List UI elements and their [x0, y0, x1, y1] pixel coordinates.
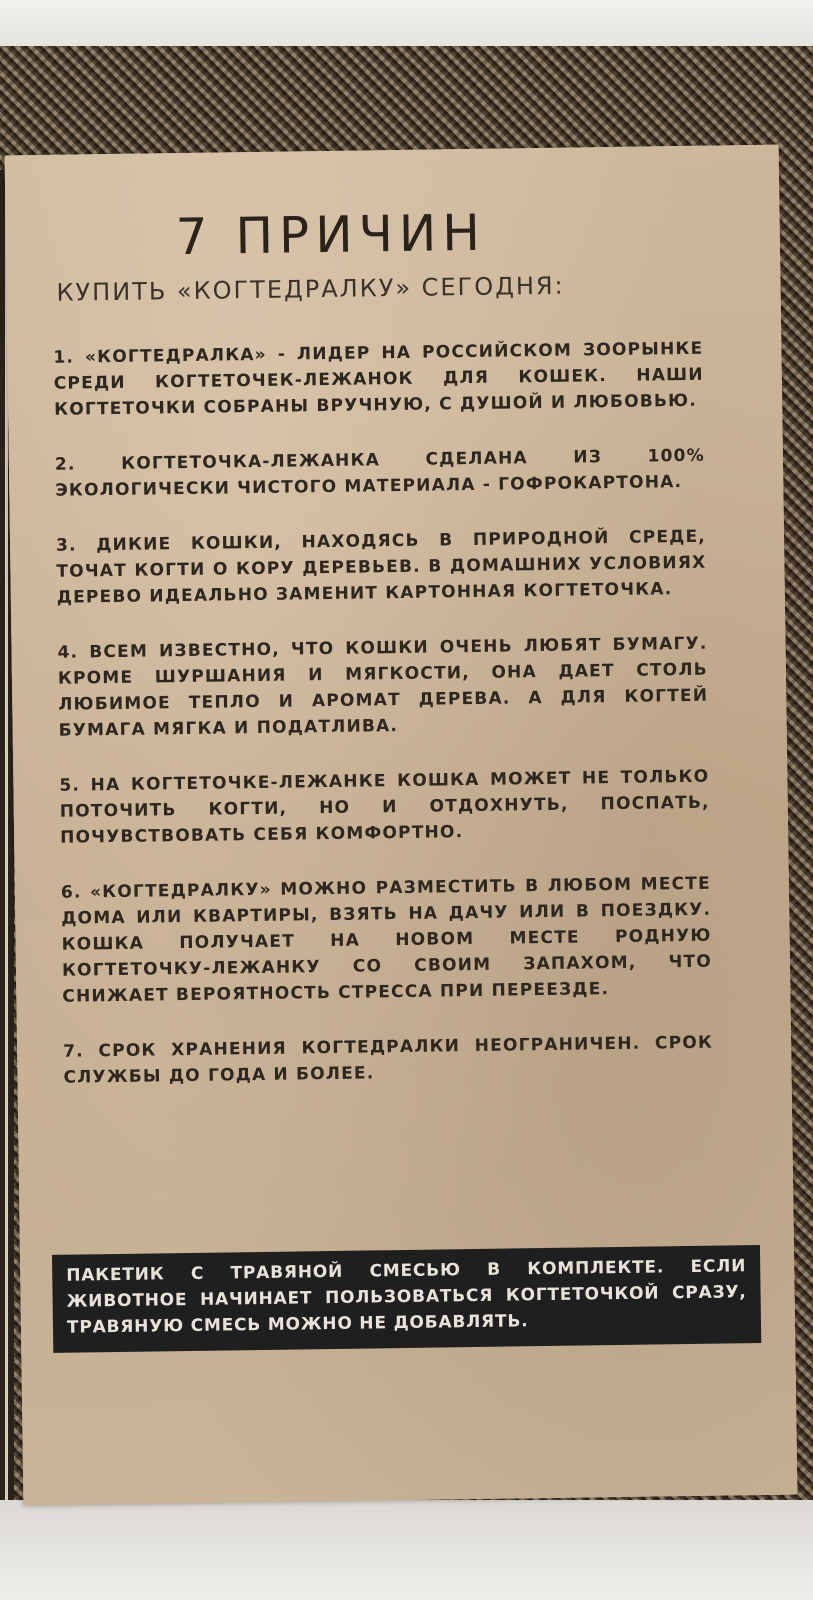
reason-item-7: 7. СРОК ХРАНЕНИЯ КОГТЕДРАЛКИ НЕОГРАНИЧЕН. СРОК СЛУЖБЫ ДО ГОДА И БОЛЕЕ. — [62, 1032, 714, 1088]
label-subtitle: КУПИТЬ «КОГТЕДРАЛКУ» СЕГОДНЯ: — [56, 271, 565, 307]
reason-item-2: 2. КОГТЕТОЧКА-ЛЕЖАНКА СДЕЛАНА ИЗ 100% ЭКОЛОГИЧЕСКИ ЧИСТОГО МАТЕРИАЛА - ГОФРОКАРТОНА. — [54, 445, 706, 501]
reason-item-5: 5. НА КОГТЕТОЧКЕ-ЛЕЖАНКЕ КОШКА МОЖЕТ НЕ ТОЛЬКО ПОТОЧИТЬ КОГТИ, НО И ОТДОХНУТЬ, ПОСПАТЬ, ПОЧУВСТВОВАТЬ СЕБЯ КОМФОРТНО. — [59, 766, 710, 848]
reasons-list — [53, 336, 714, 1120]
label-title: 7 ПРИЧИН — [175, 203, 487, 267]
reason-item-1: 1. «КОГТЕДРАЛКА» - ЛИДЕР НА РОССИЙСКОМ ЗООРЫНКЕ СРЕДИ КОГТЕТОЧЕК-ЛЕЖАНОК ДЛЯ КОШЕК. НАШИ КОГТЕТОЧКИ СОБРАНЫ ВРУЧНУЮ, С ДУШОЙ И ЛЮБОВЬЮ. — [53, 338, 704, 420]
paper-label — [5, 145, 798, 1506]
reason-item-4: 4. ВСЕМ ИЗВЕСТНО, ЧТО КОШКИ ОЧЕНЬ ЛЮБЯТ БУМАГУ. КРОМЕ ШУРШАНИЯ И МЯГКОСТИ, ОНА ДАЕТ СТОЛЬ ЛЮБИМОЕ ТЕПЛО И АРОМАТ ДЕРЕВА. А ДЛЯ КОГТЕЙ БУМАГА МЯГКА И ПОДАТЛИВА. — [57, 633, 709, 741]
herbal-mix-note: ПАКЕТИК С ТРАВЯНОЙ СМЕСЬЮ В КОМПЛЕКТЕ. ЕСЛИ ЖИВОТНОЕ НАЧИНАЕТ ПОЛЬЗОВАТЬСЯ КОГТЕТОЧКОЙ СРАЗУ, ТРАВЯНУЮ СМЕСЬ МОЖНО НЕ ДОБАВЛЯТЬ. — [52, 1245, 761, 1353]
table-surface-bottom — [0, 1500, 813, 1600]
reason-item-6: 6. «КОГТЕДРАЛКУ» МОЖНО РАЗМЕСТИТЬ В ЛЮБОМ МЕСТЕ ДОМА ИЛИ КВАРТИРЫ, ВЗЯТЬ НА ДАЧУ ИЛИ В ПОЕЗДКУ. КОШКА ПОЛУЧАЕТ НА НОВОМ МЕСТЕ РОДНУЮ КОГТЕТОЧКУ-ЛЕЖАНКУ СО СВОИМ ЗАПАХОМ, ЧТО СНИЖАЕТ ВЕРОЯТНОСТЬ СТРЕССА ПРИ ПЕРЕЕЗДЕ. — [60, 873, 713, 1007]
reason-item-3: 3. ДИКИЕ КОШКИ, НАХОДЯСЬ В ПРИРОДНОЙ СРЕДЕ, ТОЧАТ КОГТИ О КОРУ ДЕРЕВЬЕВ. В ДОМАШНИХ УСЛОВИЯХ ДЕРЕВО ИДЕАЛЬНО ЗАМЕНИТ КАРТОННАЯ КОГТЕТОЧКА. — [55, 526, 707, 608]
